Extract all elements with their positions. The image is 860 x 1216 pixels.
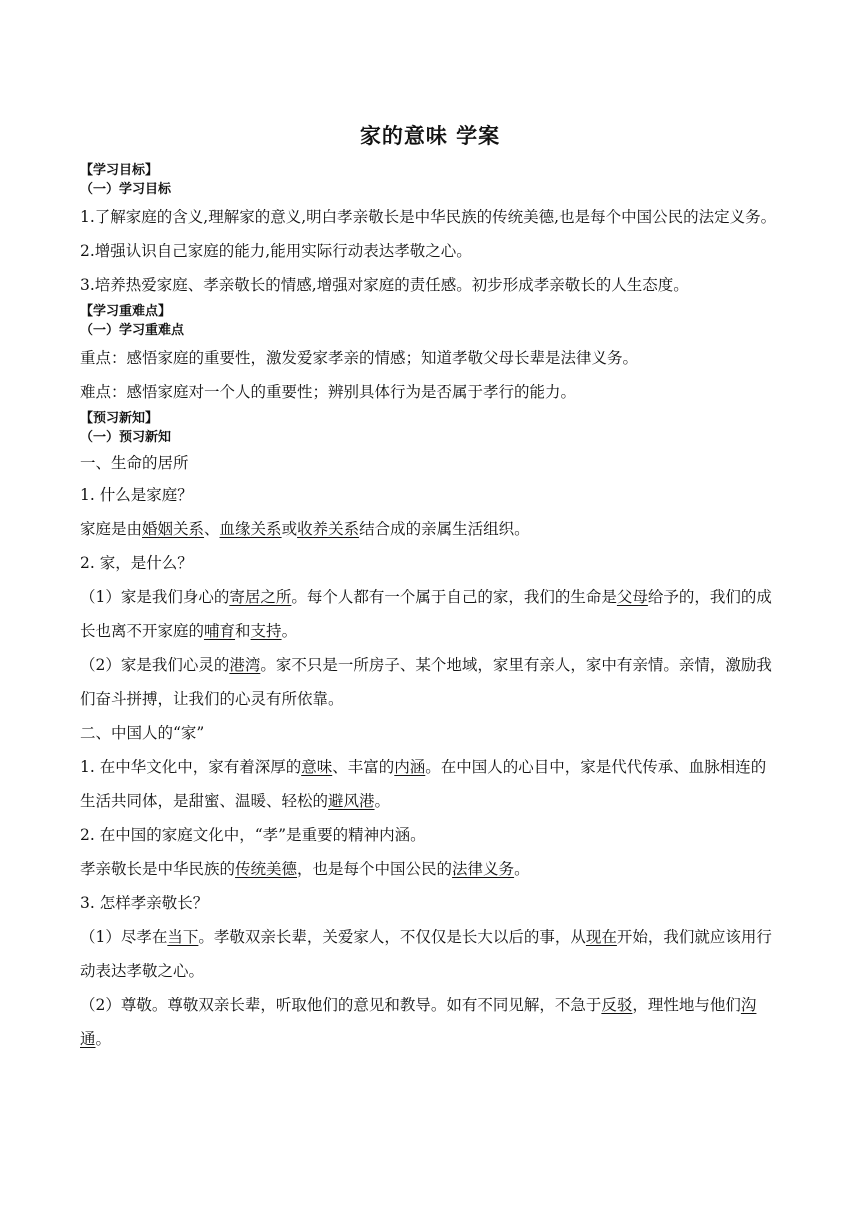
text-run: 或	[281, 520, 298, 538]
section-heading: 【预习新知】	[80, 411, 159, 426]
section-subheading: （一）学习重难点	[80, 323, 185, 338]
text-run: 1.了解家庭的含义,理解家的意义,明白孝亲敬长是中华民族的传统美德,也是每个中国公民的法定义务。	[80, 208, 777, 226]
text-run: 家庭是由	[80, 520, 143, 538]
paragraph	[80, 546, 780, 580]
text-run: 、	[204, 520, 220, 538]
text-run: 一、生命的居所	[80, 454, 189, 472]
section-heading: 【学习目标】	[80, 163, 159, 178]
paragraph	[80, 886, 780, 920]
text-run: 2. 家，是什么？	[80, 554, 193, 572]
underlined-term: 沟通	[80, 996, 757, 1048]
text-run: （2）尊敬。尊敬双亲长辈，听取他们的意见和教导。如有不同见解，不急于	[80, 996, 602, 1014]
paragraph	[80, 920, 780, 988]
text-run: 。每个人都有一个属于自己的家，我们的生命是	[291, 588, 617, 606]
underlined-term: 反驳	[601, 996, 633, 1014]
text-run: 难点：感悟家庭对一个人的重要性；辨别具体行为是否属于孝行的能力。	[80, 383, 577, 401]
text-run: 。在中国人的心目中，家是代代传承、血脉相连的生活共同体，是甜蜜、温暖、轻松的	[80, 758, 767, 810]
section-heading: 【学习重难点】	[80, 304, 172, 319]
underlined-term: 法律义务	[452, 860, 515, 878]
paragraph	[80, 580, 780, 648]
underlined-term: 婚姻关系	[142, 520, 205, 538]
paragraph	[80, 341, 780, 375]
text-run: 3.培养热爱家庭、孝亲敬长的情感,增强对家庭的责任感。初步形成孝亲敬长的人生态度。	[80, 276, 689, 294]
underlined-term: 支持	[250, 622, 282, 640]
text-run: 和	[235, 622, 251, 640]
section-subheading: （一）学习目标	[80, 182, 172, 197]
text-run: ，也是每个中国公民的	[297, 860, 453, 878]
paragraph	[80, 200, 780, 234]
underlined-term: 收养关系	[297, 520, 360, 538]
paragraph	[80, 478, 780, 512]
paragraph	[80, 375, 780, 409]
text-run: 1. 什么是家庭？	[80, 486, 193, 504]
paragraph	[80, 512, 780, 546]
text-run: 2.增强认识自己家庭的能力,能用实际行动表达孝敬之心。	[80, 242, 472, 260]
paragraph	[80, 234, 780, 268]
underlined-term: 哺育	[204, 622, 236, 640]
underlined-term: 血缘关系	[219, 520, 282, 538]
text-run: （2）家是我们心灵的	[80, 656, 230, 674]
paragraph	[80, 448, 780, 478]
underlined-term: 当下	[167, 928, 199, 946]
text-run: 给予的，我们的成长也离不开家庭的	[80, 588, 772, 640]
paragraph	[80, 818, 780, 852]
text-run: 1. 在中华文化中，家有着深厚的	[80, 758, 302, 776]
text-run: 结合成的亲属生活组织。	[359, 520, 530, 538]
text-run: 重点：感悟家庭的重要性，激发爱家孝亲的情感；知道孝敬父母长辈是法律义务。	[80, 349, 639, 367]
text-run: 3. 怎样孝亲敬长？	[80, 894, 209, 912]
text-run: 2. 在中国的家庭文化中，“孝”是重要的精神内涵。	[80, 826, 426, 844]
text-run: 。	[514, 860, 530, 878]
text-run: （1）尽孝在	[80, 928, 168, 946]
underlined-term: 寄居之所	[229, 588, 292, 606]
paragraph	[80, 648, 780, 716]
document-body	[80, 161, 780, 1056]
paragraph	[80, 750, 780, 818]
text-run: 、丰富的	[332, 758, 395, 776]
section-subheading: （一）预习新知	[80, 430, 172, 445]
text-run: （1）家是我们身心的	[80, 588, 230, 606]
text-run: 。孝敬双亲长辈，关爱家人，不仅仅是长大以后的事，从	[198, 928, 586, 946]
text-run: 。	[281, 622, 298, 640]
underlined-term: 避风港	[328, 792, 375, 810]
text-run: 二、中国人的“家”	[80, 724, 205, 742]
paragraph	[80, 716, 780, 750]
text-run: 。	[374, 792, 391, 810]
underlined-term: 意味	[301, 758, 333, 776]
underlined-term: 港湾	[229, 656, 261, 674]
underlined-term: 内涵	[394, 758, 426, 776]
text-run: 孝亲敬长是中华民族的	[80, 860, 236, 878]
text-run: ，理性地与他们	[632, 996, 741, 1014]
paragraph	[80, 268, 780, 302]
paragraph	[80, 988, 780, 1056]
paragraph	[80, 852, 780, 886]
text-run: 。家不只是一所房子、某个地域，家里有亲人，家中有亲情。亲情，激励我们奋斗拼搏，让我们的心灵有所依靠。	[80, 656, 772, 708]
text-run: 开始，我们就应该用行动表达孝敬之心。	[80, 928, 772, 980]
text-run: 。	[95, 1030, 112, 1048]
document-title: 家的意味 学案	[359, 124, 501, 148]
underlined-term: 传统美德	[235, 860, 298, 878]
underlined-term: 父母	[616, 588, 648, 606]
underlined-term: 现在	[585, 928, 617, 946]
